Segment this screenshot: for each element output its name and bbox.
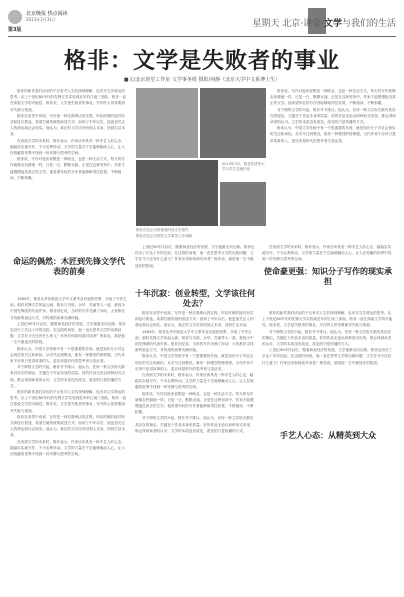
paragraph: 1984年，格非从华东师范大学中文系毕业后留校任教，开始了写作生涯。那时先锋文学风起云涌，格非与马原、余华、苏童等人一道，被视为中国先锋派的代表作家。格非回忆说，当时的写作充满了冲动，大家都在寻找新的表达方式，对传统的叙事充满怀疑。 xyxy=(10,297,127,320)
text-column-1b xyxy=(10,296,128,586)
paragraph: 格非说，写作对他来说既是一种职业，也是一种生活方式。每天的写作就像农民耕地一样，日复一日，默默无闻。正是在这种坚持中，作家才能慢慢接近真正的文学。他希望年轻的写作者能够耐得住寂寞，不断阅读，不断积累。 xyxy=(10,157,125,180)
newspaper-logo-icon xyxy=(8,10,22,24)
paragraph: 1984年，格非从华东师范大学中文系毕业后留校任教，开始了写作生涯。那时先锋文学风起云涌，格非与马原、余华、苏童等人一道，被视为中国先锋派的代表作家。格非回忆说，当时的写作充满了冲动，大家都在寻找新的表达方式，对传统的叙事充满怀疑。 xyxy=(135,329,254,353)
paragraph: 对于网络文学的兴起，格非并不排斥。他认为，任何一种文学形式都有其存在的理由，关键在于作品本身的质量。好的作品无论以何种形式出现，都会得到读者的认可。文学的本质没有改变，改变的只是传播的方式。 xyxy=(262,329,392,347)
text-column-1 xyxy=(10,88,128,252)
paragraph: 格非的新作我们读出的不仅有对人生的深刻理解，也有对文学命运的思考。从上个世纪80年代的先锋文学实验到近年的江南三部曲，格非一直在探索文学的可能性。格非说，文学是失败者的事业，写作的人常常要面对失败与孤独。 xyxy=(10,89,126,112)
page-number: 第3版 xyxy=(8,27,22,33)
paragraph: 在谈到文学的未来时，格非表示，作家应该具有一种手艺人的心态，踏踏实实地写作，不为名利所动。文学的力量在于它能够触动人心，让人在喧嚣的世界中找到一份安静与思考的空间。 xyxy=(10,138,125,156)
paper-date: 2013年3月31日 xyxy=(26,17,56,22)
paragraph: 在谈到文学的未来时，格非表示，作家应该具有一种手艺人的心态，踏踏实实地写作，不为名利所动。文学的力量在于它能够触动人心，让人在喧嚣的世界中找到一份安静与思考的空间。 xyxy=(262,245,392,262)
section-label: 星期天 xyxy=(252,19,280,29)
text-column-3a xyxy=(262,244,394,262)
paragraph: 格非在讲堂中谈到，写作是一种自我辨认的过程。年轻时候的他对形式和技巧着迷，希望打破传统的叙述方式；而到了中年以后，他更加关注人的命运和社会现实。他认为，真正的文学应该回到人本身，回到生活本身。 xyxy=(10,113,125,137)
paragraph: 在谈到文学的未来时，格非表示，作家应该具有一种手艺人的心态，踏踏实实地写作，不为名利所动。文学的力量在于它能够触动人心，让人在喧嚣的世界中找到一份安静与思考的空间。 xyxy=(135,373,254,390)
article-byline: ■文/北京讲堂工作室 文学事务组 摄影/何静（北京大学中文系博士生） xyxy=(123,77,281,83)
section-header xyxy=(252,16,396,29)
workspace-photo xyxy=(136,160,218,226)
photo-caption-3: 2013年3月，格非在清华大学与学生交流讨论 xyxy=(222,162,265,171)
paragraph: 格非认为，中国文学传统中有一个很重要的东西，就是知识分子对社会现实的关注和承担。从司马迁到鲁迅，都有一种强烈的使命感。当代作家不应该只是讲故事的人，更应该是时代的思考者与见证者。 xyxy=(10,346,125,364)
paragraph: 上世纪90年代以后，随着商品经济的发展，文学逐渐走向边缘。格非也经历了长达十年的沉寂。在这段时间里，他一直在思考文学的出路问题：文学在今天还有什么意义？作家应该如何面对读者？格非说，那是他一生中最迷茫的阶段。 xyxy=(135,245,255,268)
photo-caption-1: 格非在北京讲堂做客时谈文学创作 xyxy=(136,228,189,232)
author-photo-2 xyxy=(200,88,266,158)
section-label-4: 与我们的生活 xyxy=(341,19,396,29)
page-header xyxy=(8,8,396,37)
paragraph: 格非说，写作对他来说既是一种职业，也是一种生活方式。每天的写作就像农民耕地一样，日复一日，默默无闻。正是在这种坚持中，作家才能慢慢接近真正的文学。他希望年轻的写作者能够耐得住寂寞，不断阅读，不断积累。 xyxy=(270,89,396,106)
subhead-3: 使命豪更强：知识分子写作的现实承担 xyxy=(264,266,392,286)
photo-caption-2: 格非在北京讲堂的文学事务工作间隙 xyxy=(136,234,192,238)
subhead-4: 手艺人心态：从精英到大众 xyxy=(280,430,376,440)
text-column-2b xyxy=(135,310,255,586)
masthead xyxy=(8,8,104,36)
author-photo-1 xyxy=(136,88,198,158)
student-photo xyxy=(220,182,266,226)
paragraph: 对于网络文学的兴起，格非并不排斥。他认为，任何一种文学形式都有其存在的理由，关键在于作品本身的质量。好的作品无论以何种形式出现，都会得到读者的认可。文学的本质没有改变，改变的只是传播的方式。 xyxy=(10,365,125,388)
subhead-2: 十年沉寂：创业转型，文学该往何处去？ xyxy=(135,288,255,308)
paragraph: 格非在讲堂中谈到，写作是一种自我辨认的过程。年轻时候的他对形式和技巧着迷，希望打破传统的叙述方式；而到了中年以后，他更加关注人的命运和社会现实。他认为，真正的文学应该回到人本身，回到生活本身。 xyxy=(10,414,125,438)
paragraph: 上世纪90年代以后，随着商品经济的发展，文学逐渐走向边缘。格非也经历了长达十年的沉寂。在这段时间里，他一直在思考文学的出路问题：文学在今天还有什么意义？作家应该如何面对读者？格非说，那是他一生中最迷茫的阶段。 xyxy=(10,321,126,345)
paragraph: 在谈到文学的未来时，格非表示，作家应该具有一种手艺人的心态，踏踏实实地写作，不为名利所动。文学的力量在于它能够触动人心，让人在喧嚣的世界中找到一份安静与思考的空间。 xyxy=(10,439,125,457)
section-label-3: 文学 xyxy=(323,19,342,29)
paragraph: 格非说，写作对他来说既是一种职业，也是一种生活方式。每天的写作就像农民耕地一样，日复一日，默默无闻。正是在这种坚持中，作家才能慢慢接近真正的文学。他希望年轻的写作者能够耐得住寂寞，不断阅读，不断积累。 xyxy=(135,391,254,415)
article-title: 格非：文学是失败者的事业 xyxy=(63,48,340,74)
paragraph: 格非认为，中国文学传统中有一个很重要的东西，就是知识分子对社会现实的关注和承担。从司马迁到鲁迅，都有一种强烈的使命感。当代作家不应该只是讲故事的人，更应该是时代的思考者与见证者。 xyxy=(270,126,396,143)
paragraph: 格非认为，中国文学传统中有一个很重要的东西，就是知识分子对社会现实的关注和承担。从司马迁到鲁迅，都有一种强烈的使命感。当代作家不应该只是讲故事的人，更应该是时代的思考者与见证者。 xyxy=(135,354,254,371)
paragraph: 对于网络文学的兴起，格非并不排斥。他认为，任何一种文学形式都有其存在的理由，关键在于作品本身的质量。好的作品无论以何种形式出现，都会得到读者的认可。文学的本质没有改变，改变的只是传播的方式。 xyxy=(135,416,254,433)
text-column-3b xyxy=(262,310,394,588)
text-column-4 xyxy=(270,88,396,243)
paragraph: 格非的新作我们读出的不仅有对人生的深刻理解，也有对文学命运的思考。从上个世纪80年代的先锋文学实验到近年的江南三部曲，格非一直在探索文学的可能性。格非说，文学是失败者的事业，写作的人常常要面对失败与孤独。 xyxy=(10,390,126,413)
paragraph: 格非在讲堂中谈到，写作是一种自我辨认的过程。年轻时候的他对形式和技巧着迷，希望打破传统的叙述方式；而到了中年以后，他更加关注人的命运和社会现实。他认为，真正的文学应该回到人本身，回到生活本身。 xyxy=(135,311,254,328)
section-label-2: 北京·讲堂· xyxy=(282,19,324,29)
paper-name: 北京晚报 热点阅读 xyxy=(26,11,68,17)
paragraph: 上世纪90年代以后，随着商品经济的发展，文学逐渐走向边缘。格非也经历了长达十年的沉寂。在这段时间里，他一直在思考文学的出路问题：文学在今天还有什么意义？作家应该如何面对读者？格非说，那是他一生中最迷茫的阶段。 xyxy=(262,348,393,365)
text-column-2a xyxy=(135,244,255,287)
paragraph: 对于网络文学的兴起，格非并不排斥。他认为，任何一种文学形式都有其存在的理由，关键在于作品本身的质量。好的作品无论以何种形式出现，都会得到读者的认可。文学的本质没有改变，改变的只是传播的方式。 xyxy=(270,107,396,125)
subhead-1: 命运的偶然：木匠到先锋文学代表的前奏 xyxy=(13,256,125,276)
paragraph: 格非的新作我们读出的不仅有对人生的深刻理解，也有对文学命运的思考。从上个世纪80年代的先锋文学实验到近年的江南三部曲，格非一直在探索文学的可能性。格非说，文学是失败者的事业，写作的人常常要面对失败与孤独。 xyxy=(262,311,393,328)
